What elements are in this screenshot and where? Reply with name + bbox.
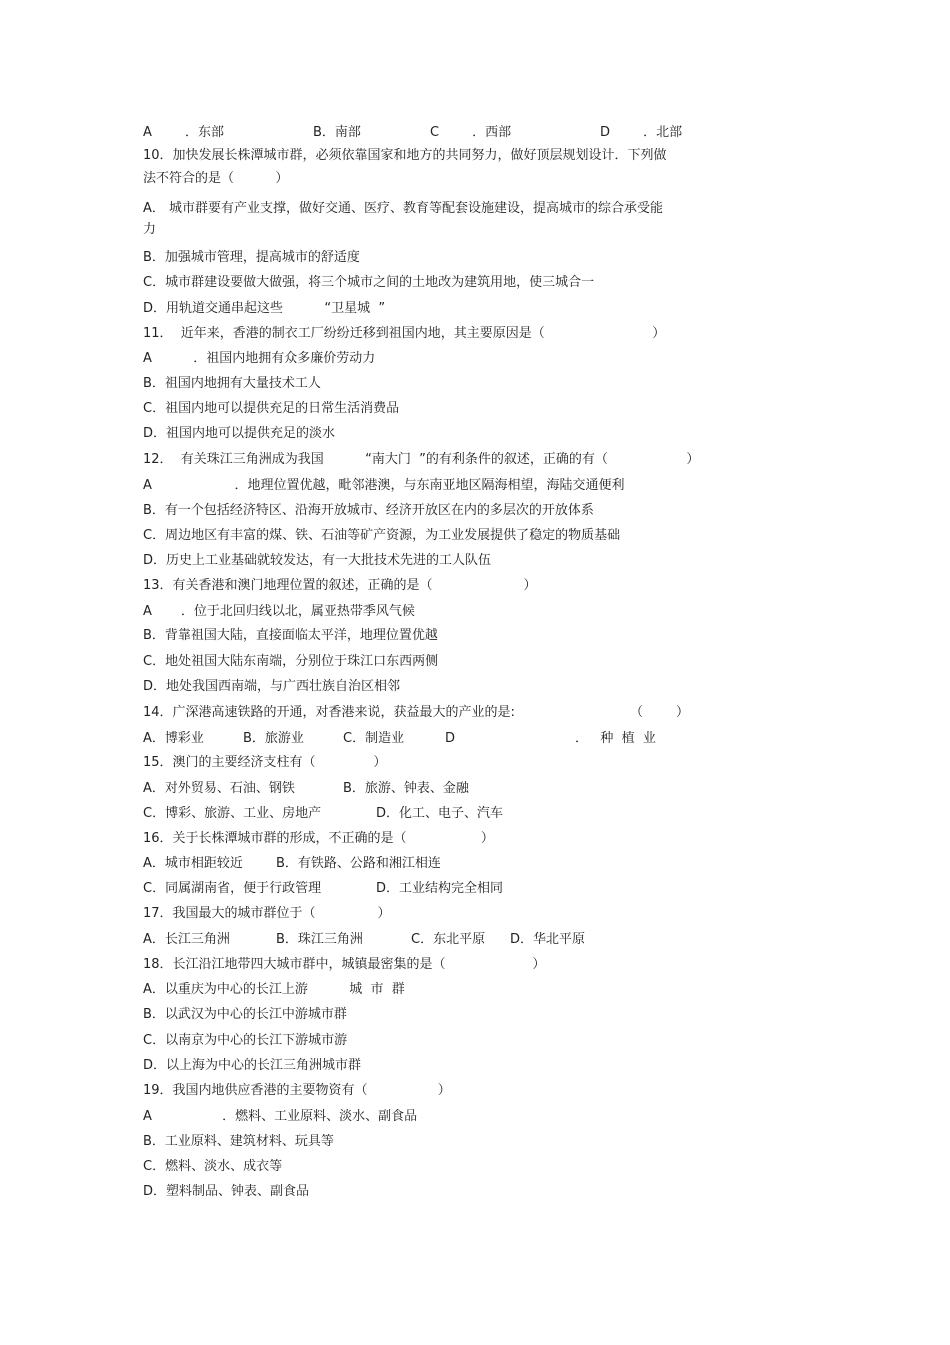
q15-option-d: D．化工、电子、汽车	[376, 806, 504, 821]
q17-option-b: B．珠江三角洲	[276, 932, 363, 947]
q14-answer-paren: （ ）	[630, 705, 690, 720]
q11-option-b: B．祖国内地拥有大量技术工人	[143, 376, 321, 391]
q18-stem: 18．长江沿江地带四大城市群中，城镇最密集的是（ ）	[143, 957, 546, 972]
q11-option-c: C．祖国内地可以提供充足的日常生活消费品	[143, 401, 400, 416]
q9-option-a: A ．东部	[143, 125, 224, 140]
q16-option-d: D．工业结构完全相同	[376, 881, 504, 896]
q14-stem: 14．广深港高速铁路的开通，对香港来说，获益最大的产业的是:	[143, 705, 515, 720]
q16-option-b: B．有铁路、公路和湘江相连	[276, 856, 441, 871]
q12-option-a: A ．地理位置优越，毗邻港澳，与东南亚地区隔海相望，海陆交通便利	[143, 478, 625, 493]
q17-option-d: D．华北平原	[510, 932, 586, 947]
q9-option-c: C ．西部	[430, 125, 512, 140]
q17-option-a: A．长江三角洲	[143, 932, 230, 947]
q11-option-a: A ．祖国内地拥有众多廉价劳动力	[143, 351, 376, 366]
q18-option-a: A．以重庆为中心的长江上游 城 市 群	[143, 982, 405, 997]
q10-option-b: B．加强城市管理，提高城市的舒适度	[143, 250, 360, 265]
q10-option-a-line2: 力	[143, 222, 157, 237]
q18-option-c: C．以南京为中心的长江下游城市游	[143, 1033, 348, 1048]
q19-option-b: B．工业原料、建筑材料、玩具等	[143, 1134, 334, 1149]
q10-option-d: D．用轨道交通串起这些 “卫星城 ”	[143, 301, 386, 316]
q10-stem-line2: 法不符合的是（ ）	[143, 171, 289, 186]
q12-option-c: C．周边地区有丰富的煤、铁、石油等矿产资源，为工业发展提供了稳定的物质基础	[143, 528, 621, 543]
q10-option-c: C．城市群建设要做大做强，将三个城市之间的土地改为建筑用地，使三城合一	[143, 275, 595, 290]
q15-option-b: B．旅游、钟表、金融	[343, 781, 469, 796]
q17-option-c: C．东北平原	[411, 932, 486, 947]
q15-stem: 15．澳门的主要经济支柱有（ ）	[143, 755, 387, 770]
q19-option-a: A ．燃料、工业原料、淡水、副食品	[143, 1109, 418, 1124]
q19-option-c: C．燃料、淡水、成衣等	[143, 1159, 283, 1174]
q13-option-b: B．背靠祖国大陆，直接面临太平洋，地理位置优越	[143, 628, 438, 643]
q15-option-c: C．博彩、旅游、工业、房地产	[143, 806, 322, 821]
q13-option-a: A ．位于北回归线以北，属亚热带季风气候	[143, 604, 415, 619]
q16-stem: 16．关于长株潭城市群的形成，不正确的是（ ）	[143, 831, 494, 846]
q19-option-d: D．塑料制品、钟表、副食品	[143, 1184, 310, 1199]
q14-option-d-text: ． 种 植 业	[575, 731, 656, 746]
q13-option-c: C．地处祖国大陆东南端，分别位于珠江口东西两侧	[143, 654, 439, 669]
q12-stem: 12． 有关珠江三角洲成为我国 “南大门 ”的有利条件的叙述，正确的有（ ）	[143, 452, 700, 467]
q10-stem-line1: 10．加快发展长株潭城市群，必须依靠国家和地方的共同努力，做好顶层规划设计．下列做	[143, 148, 667, 163]
q9-option-b: B．南部	[313, 125, 361, 140]
q12-option-d: D．历史上工业基础就较发达，有一大批技术先进的工人队伍	[143, 553, 492, 568]
q14-option-c: C．制造业	[343, 731, 405, 746]
q14-option-b: B．旅游业	[243, 731, 304, 746]
q11-option-d: D．祖国内地可以提供充足的淡水	[143, 426, 336, 441]
q16-option-a: A．城市相距较近	[143, 856, 243, 871]
q16-option-c: C．同属湖南省，便于行政管理	[143, 881, 322, 896]
q13-stem: 13．有关香港和澳门地理位置的叙述，正确的是（ ）	[143, 578, 537, 593]
q18-option-b: B．以武汉为中心的长江中游城市群	[143, 1007, 347, 1022]
q14-option-d-letter: D	[445, 731, 456, 746]
q12-option-b: B．有一个包括经济特区、沿海开放城市、经济开放区在内的多层次的开放体系	[143, 503, 594, 518]
q14-option-a: A．博彩业	[143, 731, 204, 746]
q11-stem: 11． 近年来，香港的制衣工厂纷纷迁移到祖国内地，其主要原因是（ ）	[143, 326, 666, 341]
q15-option-a: A．对外贸易、石油、钢铁	[143, 781, 295, 796]
q17-stem: 17．我国最大的城市群位于（ ）	[143, 906, 391, 921]
q13-option-d: D．地处我国西南端，与广西壮族自治区相邻	[143, 679, 401, 694]
q9-option-d: D ．北部	[600, 125, 683, 140]
q19-stem: 19．我国内地供应香港的主要物资有（ ）	[143, 1083, 451, 1098]
q18-option-d: D．以上海为中心的长江三角洲城市群	[143, 1058, 362, 1073]
q10-option-a-line1: A． 城市群要有产业支撑，做好交通、医疗、教育等配套设施建设，提高城市的综合承受能	[143, 201, 664, 216]
